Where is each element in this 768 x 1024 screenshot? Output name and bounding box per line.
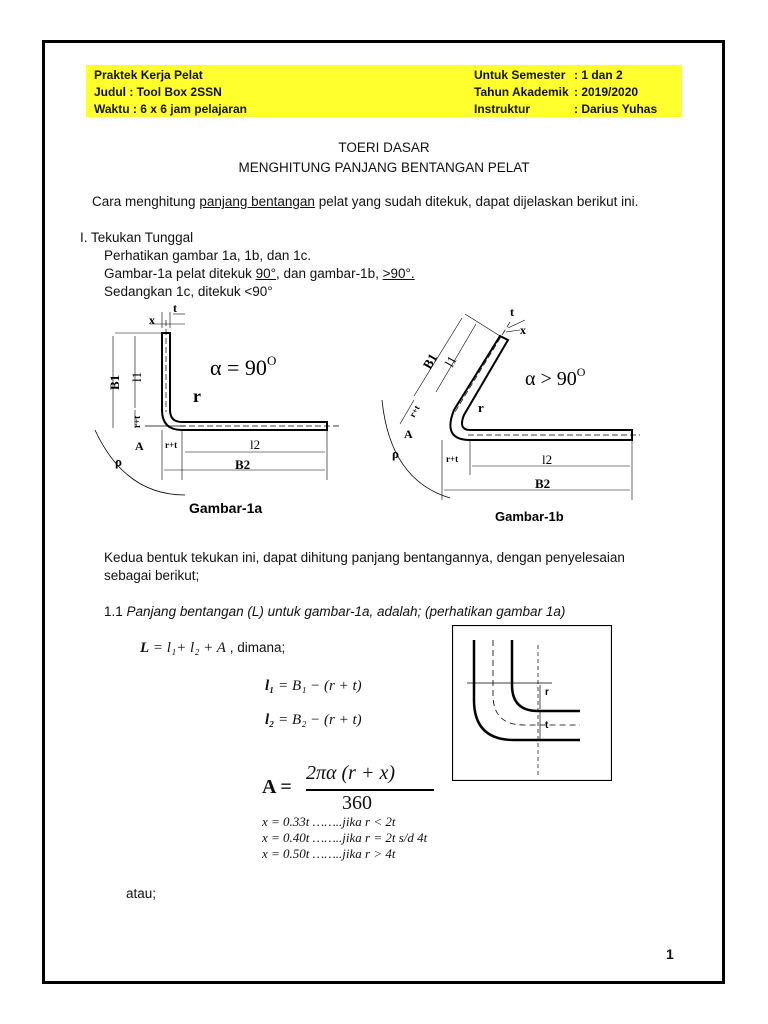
year-label: Tahun Akademik: [474, 85, 569, 99]
sub11-number: 1.1: [104, 604, 127, 619]
dim-B1: [414, 318, 462, 396]
section-line-1: Perhatikan gambar 1a, 1b, dan 1c.: [104, 248, 312, 263]
alpha-degree: O: [266, 353, 277, 368]
intro-pre: Cara menghitung: [92, 194, 200, 209]
eq-A-fraction-bar: [306, 789, 434, 791]
inset-bend-diagram: [452, 625, 612, 781]
label-l1: l1: [129, 371, 144, 382]
paragraph-2-line-2: sebagai berikut;: [104, 568, 200, 583]
label-rt-horizontal: r+t: [165, 440, 178, 450]
sub11-text: Panjang bentangan (L) untuk gambar-1a, adalah; (perhatikan gambar 1a): [126, 604, 566, 619]
centerline-slope: [455, 322, 510, 412]
label-t: t: [173, 301, 177, 315]
line2-d: >90°.: [382, 266, 415, 281]
intro-underlined: panjang bentangan: [199, 194, 315, 209]
eq-l1-lhs: l₁: [265, 678, 275, 694]
eq-l2-lhs: l₂: [265, 712, 275, 728]
instructor-value: : Darius Yuhas: [574, 102, 658, 116]
label-B1: B1: [107, 374, 122, 390]
section-heading: I. Tekukan Tunggal: [80, 230, 194, 245]
label-B1: B1: [419, 350, 441, 372]
x-rule-1: x = 0.33t ……..jika r < 2t: [262, 814, 396, 829]
eq-l2-rhs: = B₂ − (r + t): [274, 712, 362, 728]
label-rho: ρ: [115, 454, 122, 469]
label-rt-vertical: r+t: [132, 415, 142, 428]
label-t: t: [510, 305, 514, 319]
line2-c: , dan gambar-1b,: [276, 266, 383, 281]
x-rule-3: x = 0.50t ……..jika r > 4t: [262, 846, 396, 861]
paragraph-2-line-1: Kedua bentuk tekukan ini, dapat dihitung panjang bentangannya, dengan penyelesaian: [104, 550, 625, 565]
eq-A-denominator: 360: [342, 792, 372, 814]
label-x: x: [149, 313, 155, 327]
eq-L-rhs: = l₁+ l₂ + A: [152, 640, 226, 656]
label-rho: ρ: [392, 446, 399, 461]
header-left-column: [94, 67, 247, 118]
figure-1a: [85, 300, 355, 525]
course-name: Praktek Kerja Pelat: [94, 68, 203, 82]
title-main: MENGHITUNG PANJANG BENTANGAN PELAT: [238, 160, 530, 175]
figure-1b: [370, 300, 645, 530]
equation-L: [140, 640, 285, 657]
alpha-text: α > 90: [525, 368, 577, 390]
semester-label: Untuk Semester: [474, 68, 566, 82]
equation-l2: [265, 712, 362, 729]
eq-L-tail: , dimana;: [225, 640, 286, 655]
header-box: [86, 65, 682, 117]
eq-L-lhs: L: [140, 640, 150, 656]
caption-1b: Gambar-1b: [495, 509, 564, 524]
alpha-expression: [525, 365, 586, 390]
year-value: : 2019/2020: [574, 85, 639, 99]
label-B2: B2: [535, 476, 551, 491]
ext-top: [465, 314, 500, 336]
line2-b: 90°: [255, 266, 277, 281]
time-field: Waktu : 6 x 6 jam pelajaran: [94, 102, 247, 116]
plate-outline: [162, 333, 327, 430]
label-r: r: [193, 386, 201, 406]
caption-1a: Gambar-1a: [189, 500, 263, 516]
title-theory: TOERI DASAR: [338, 140, 430, 155]
header-mid-column: [474, 67, 569, 118]
label-A: A: [135, 439, 144, 453]
x-rule-2: x = 0.40t ……..jika r = 2t s/d 4t: [262, 830, 428, 845]
subsection-1-1: [104, 604, 565, 619]
dim-x: [506, 330, 520, 332]
inner-bend-line: [512, 640, 580, 711]
semester-value: : 1 dan 2: [574, 68, 623, 82]
header-right-column: [574, 67, 657, 118]
dim-l1: [436, 324, 476, 392]
label-B2: B2: [235, 457, 251, 472]
intro-paragraph: [92, 194, 638, 209]
x-rules: [262, 814, 427, 862]
inset-label-t: t: [545, 720, 549, 731]
label-l1: l1: [441, 353, 460, 370]
equation-l1: [265, 678, 362, 695]
line2-a: Gambar-1a pelat ditekuk: [104, 266, 256, 281]
label-l2: l2: [542, 452, 553, 467]
label-rt-horizontal: r+t: [446, 454, 459, 464]
atau-text: atau;: [126, 886, 157, 901]
label-r: r: [478, 400, 484, 415]
title-field: Judul : Tool Box 2SSN: [94, 85, 222, 99]
inset-border: [453, 626, 612, 781]
alpha-text: α = 90: [210, 355, 267, 380]
page-number: 1: [666, 946, 674, 962]
alpha-degree: O: [576, 365, 586, 379]
alpha-expression: [210, 353, 276, 380]
eq-l1-rhs: = B₁ − (r + t): [274, 678, 362, 694]
eq-A-lhs: A =: [262, 776, 292, 798]
label-rt-slope: r+t: [407, 403, 422, 419]
label-l2: l2: [250, 437, 261, 452]
eq-A-numerator: 2πα (r + x): [306, 762, 395, 784]
section-line-2: [104, 266, 415, 281]
inset-label-r: r: [545, 687, 549, 698]
intro-post: pelat yang sudah ditekuk, dapat dijelaskan berikut ini.: [314, 194, 639, 209]
section-line-3: Sedangkan 1c, ditekuk <90°: [104, 284, 273, 299]
label-x: x: [520, 323, 526, 337]
instructor-label: Instruktur: [474, 102, 531, 116]
label-A: A: [404, 427, 413, 441]
